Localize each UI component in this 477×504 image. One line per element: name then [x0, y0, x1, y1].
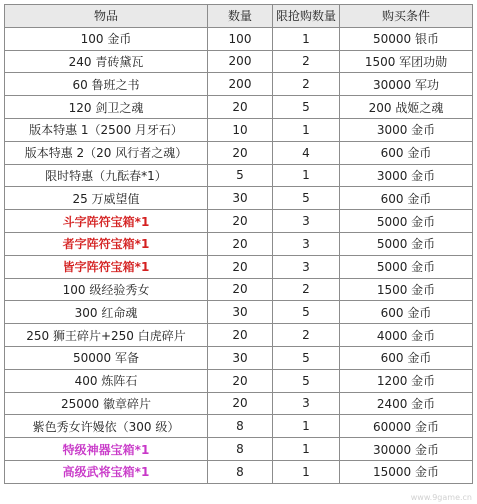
header-condition: 购买条件 — [340, 5, 473, 28]
purchase-limit: 5 — [273, 301, 340, 324]
purchase-limit: 2 — [273, 73, 340, 96]
watermark: www.9game.cn — [410, 493, 472, 502]
item-name: 250 狮王碎片+250 白虎碎片 — [5, 324, 208, 347]
item-name: 高级武将宝箱*1 — [5, 460, 208, 483]
item-name: 者字阵符宝箱*1 — [5, 232, 208, 255]
item-name: 紫色秀女许嫚依（300 级） — [5, 415, 208, 438]
item-name: 限时特惠（九酝春*1） — [5, 164, 208, 187]
purchase-limit: 3 — [273, 210, 340, 233]
purchase-condition: 600 金币 — [340, 141, 473, 164]
table-row — [5, 96, 473, 119]
header-row — [5, 5, 473, 28]
purchase-condition: 5000 金币 — [340, 232, 473, 255]
purchase-limit: 5 — [273, 96, 340, 119]
quantity: 8 — [208, 460, 273, 483]
table-row — [5, 187, 473, 210]
purchase-condition: 600 金币 — [340, 301, 473, 324]
item-name: 特级神器宝箱*1 — [5, 438, 208, 461]
table-row — [5, 278, 473, 301]
item-name: 60 鲁班之书 — [5, 73, 208, 96]
quantity: 8 — [208, 415, 273, 438]
purchase-condition: 3000 金币 — [340, 164, 473, 187]
purchase-condition: 15000 金币 — [340, 460, 473, 483]
purchase-condition: 50000 银币 — [340, 27, 473, 50]
item-name: 25 万威望值 — [5, 187, 208, 210]
quantity: 20 — [208, 141, 273, 164]
quantity: 20 — [208, 255, 273, 278]
purchase-limit: 2 — [273, 50, 340, 73]
purchase-limit: 5 — [273, 187, 340, 210]
quantity: 20 — [208, 232, 273, 255]
purchase-condition: 200 战姬之魂 — [340, 96, 473, 119]
purchase-condition: 2400 金币 — [340, 392, 473, 415]
purchase-condition: 4000 金币 — [340, 324, 473, 347]
purchase-condition: 1500 军团功勋 — [340, 50, 473, 73]
shop-table — [4, 4, 473, 484]
purchase-condition: 600 金币 — [340, 187, 473, 210]
table-row — [5, 73, 473, 96]
quantity: 30 — [208, 187, 273, 210]
purchase-condition: 30000 金币 — [340, 438, 473, 461]
item-name: 120 剑卫之魂 — [5, 96, 208, 119]
quantity: 20 — [208, 324, 273, 347]
purchase-condition: 30000 军功 — [340, 73, 473, 96]
purchase-limit: 2 — [273, 324, 340, 347]
purchase-condition: 3000 金币 — [340, 118, 473, 141]
table-row — [5, 438, 473, 461]
purchase-condition: 5000 金币 — [340, 255, 473, 278]
quantity: 8 — [208, 438, 273, 461]
quantity: 30 — [208, 301, 273, 324]
purchase-condition: 1200 金币 — [340, 369, 473, 392]
header-purchase-limit: 限抢购数量 — [273, 5, 340, 28]
quantity: 200 — [208, 50, 273, 73]
purchase-condition: 600 金币 — [340, 346, 473, 369]
table-row — [5, 346, 473, 369]
purchase-limit: 1 — [273, 27, 340, 50]
table-row — [5, 27, 473, 50]
purchase-condition: 60000 金币 — [340, 415, 473, 438]
quantity: 30 — [208, 346, 273, 369]
purchase-condition: 5000 金币 — [340, 210, 473, 233]
purchase-limit: 5 — [273, 369, 340, 392]
table-row — [5, 301, 473, 324]
table-row — [5, 141, 473, 164]
purchase-limit: 3 — [273, 232, 340, 255]
item-name: 400 炼阵石 — [5, 369, 208, 392]
table-row — [5, 164, 473, 187]
table-row — [5, 255, 473, 278]
purchase-limit: 1 — [273, 118, 340, 141]
item-name: 版本特惠 1（2500 月牙石） — [5, 118, 208, 141]
quantity: 20 — [208, 96, 273, 119]
table-row — [5, 460, 473, 483]
table-row — [5, 50, 473, 73]
purchase-limit: 1 — [273, 164, 340, 187]
quantity: 20 — [208, 278, 273, 301]
purchase-limit: 3 — [273, 255, 340, 278]
table-row — [5, 324, 473, 347]
item-name: 100 金币 — [5, 27, 208, 50]
quantity: 20 — [208, 392, 273, 415]
item-name: 50000 军备 — [5, 346, 208, 369]
purchase-limit: 5 — [273, 346, 340, 369]
item-name: 皆字阵符宝箱*1 — [5, 255, 208, 278]
table-row — [5, 118, 473, 141]
quantity: 200 — [208, 73, 273, 96]
purchase-limit: 1 — [273, 438, 340, 461]
table-row — [5, 232, 473, 255]
table-row — [5, 392, 473, 415]
purchase-limit: 4 — [273, 141, 340, 164]
purchase-limit: 3 — [273, 392, 340, 415]
header-quantity: 数量 — [208, 5, 273, 28]
purchase-condition: 1500 金币 — [340, 278, 473, 301]
quantity: 20 — [208, 369, 273, 392]
header-item: 物品 — [5, 5, 208, 28]
purchase-limit: 2 — [273, 278, 340, 301]
purchase-limit: 1 — [273, 460, 340, 483]
item-name: 100 级经验秀女 — [5, 278, 208, 301]
quantity: 5 — [208, 164, 273, 187]
quantity: 100 — [208, 27, 273, 50]
table-row — [5, 369, 473, 392]
table-row — [5, 415, 473, 438]
item-name: 300 红命魂 — [5, 301, 208, 324]
quantity: 20 — [208, 210, 273, 233]
item-name: 版本特惠 2（20 风行者之魂） — [5, 141, 208, 164]
table-row — [5, 210, 473, 233]
purchase-limit: 1 — [273, 415, 340, 438]
quantity: 10 — [208, 118, 273, 141]
item-name: 斗字阵符宝箱*1 — [5, 210, 208, 233]
item-name: 240 青砖黛瓦 — [5, 50, 208, 73]
item-name: 25000 徽章碎片 — [5, 392, 208, 415]
